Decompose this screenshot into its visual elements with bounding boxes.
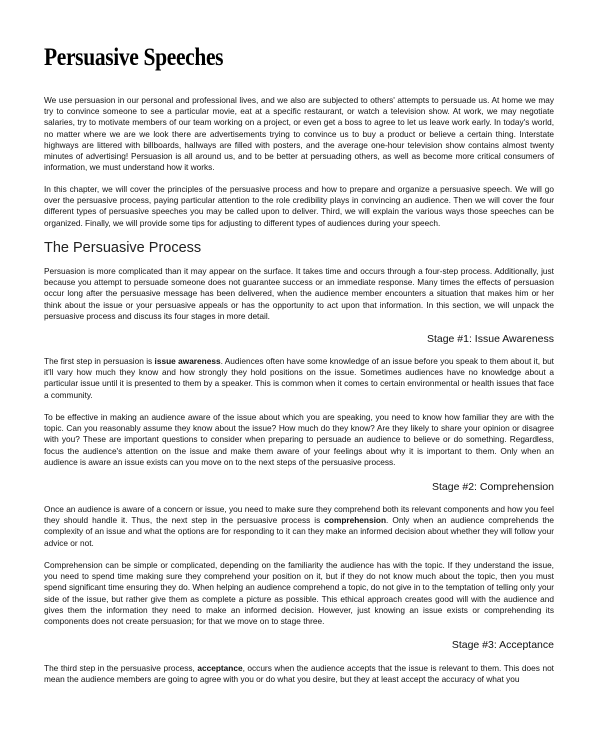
stage-2-paragraph-1: Once an audience is aware of a concern or issue, you need to make sure they comprehend both its relevant components and how you feel they should handle it. Thus, the next step in the persuasive process is comprehension. Only when an audience comprehends the complexity of an issue and what the options are for responding to it can they make an informed decision about whether they will follow your advice or not. bbox=[44, 504, 555, 548]
stage-1-paragraph-2: To be effective in making an audience aware of the issue about which you are speaking, you need to know how familiar they are with the topic. Can you reasonably assume they know about the issue? How much do they know? Are they likely to share your opinion or disagree with you? These are important questions to consider when preparing to persuade an audience to believe or do something. Regardless, focus the audience's attention on the issue and make them aware of your feelings about why it is important to them. Only when an audience is aware an issue exists can you move on to the next steps of the persuasive process. bbox=[44, 412, 554, 467]
stage-2-paragraph-2: Comprehension can be simple or complicated, depending on the familiarity the audience has with the topic. If they understand the issue, you need to spend time making sure they comprehend your position on it, but if they do not know much about the topic, then you must spend significant time ensuring they do. When helping an audience comprehend a topic, do not give in to the temptation of telling only your side of the issue, but rather give them as complete a picture as possible. This ethical approach creates good will with the audience and gives them the information they need to make an informed decision. However, just knowing an issue exists or comprehending its components does not create persuasion; for that we move on to stage three. bbox=[44, 560, 554, 627]
intro-paragraph-1: We use persuasion in our personal and professional lives, and we also are subjected to others' attempts to persuade us. At home we may try to convince someone to see a particular movie, eat at a specific restaurant, or watch a television show. At work, we may negotiate salaries, try to motivate members of our team working on a project, or even get a boss to agree to let us leave work early. In today's world, no matter where we are we look there are advertisements trying to convince us to buy a product or believe a certain thing. Interstate highways are littered with billboards, hallways are filled with posters, and the average one-hour television show contains almost twenty minutes of advertising! Persuasion is all around us, and to be better at persuading others, as well as become more critical consumers of information, we must understand how it works. bbox=[44, 95, 554, 173]
process-paragraph: Persuasion is more complicated than it may appear on the surface. It takes time and occurs through a four-step process. Additionally, just because you attempt to persuade someone does not guarantee success or an immediate response. Many times the effects of persuasion occur long after the persuasive message has been delivered, when the audience member encounters a situation that makes him or her think about the issue or your persuasive appeals or has the opportunity to act upon that information. In this section, we will unpack the persuasive process and discuss its four stages in more detail. bbox=[44, 266, 554, 321]
stage-3-paragraph-1: The third step in the persuasive process, acceptance, occurs when the audience accepts that the issue is relevant to them. This does not mean the audience members are going to agree with you or do what you desire, but they at least accept the accuracy of what you bbox=[44, 663, 554, 685]
section-heading-persuasive-process: The Persuasive Process bbox=[44, 240, 202, 256]
stage-1-heading: Stage #1: Issue Awareness bbox=[426, 333, 554, 345]
document-title: Persuasive Speeches bbox=[44, 44, 224, 71]
issue-awareness-term: issue awareness bbox=[154, 356, 221, 366]
comprehension-term: comprehension bbox=[324, 515, 387, 526]
stage-2-heading: Stage #2: Comprehension bbox=[432, 481, 554, 493]
stage-1-paragraph-1: The first step in persuasion is issue awareness. Audiences often have some knowledge of an issue before you speak to them about it, but it'll vary how much they know and how strongly they hold positions on the issue. Sometimes audiences have no knowledge about a particular issue until it is presented to them by a speaker. This is common when it comes to certain environmental or health issues that face a community. bbox=[44, 356, 554, 400]
acceptance-term: acceptance bbox=[197, 663, 243, 673]
stage-3-heading: Stage #3: Acceptance bbox=[451, 639, 554, 651]
intro-paragraph-2: In this chapter, we will cover the principles of the persuasive process and how to prepare and organize a persuasive speech. We will go over the persuasive process, paying particular attention to the role credibility plays in convincing an audience. Then we will cover the four different types of persuasive speeches you may be called upon to deliver. Third, we will explain the various ways those speeches can be organized. Finally, we will provide some tips for adjusting to different types of audiences during your speech. bbox=[44, 184, 554, 228]
